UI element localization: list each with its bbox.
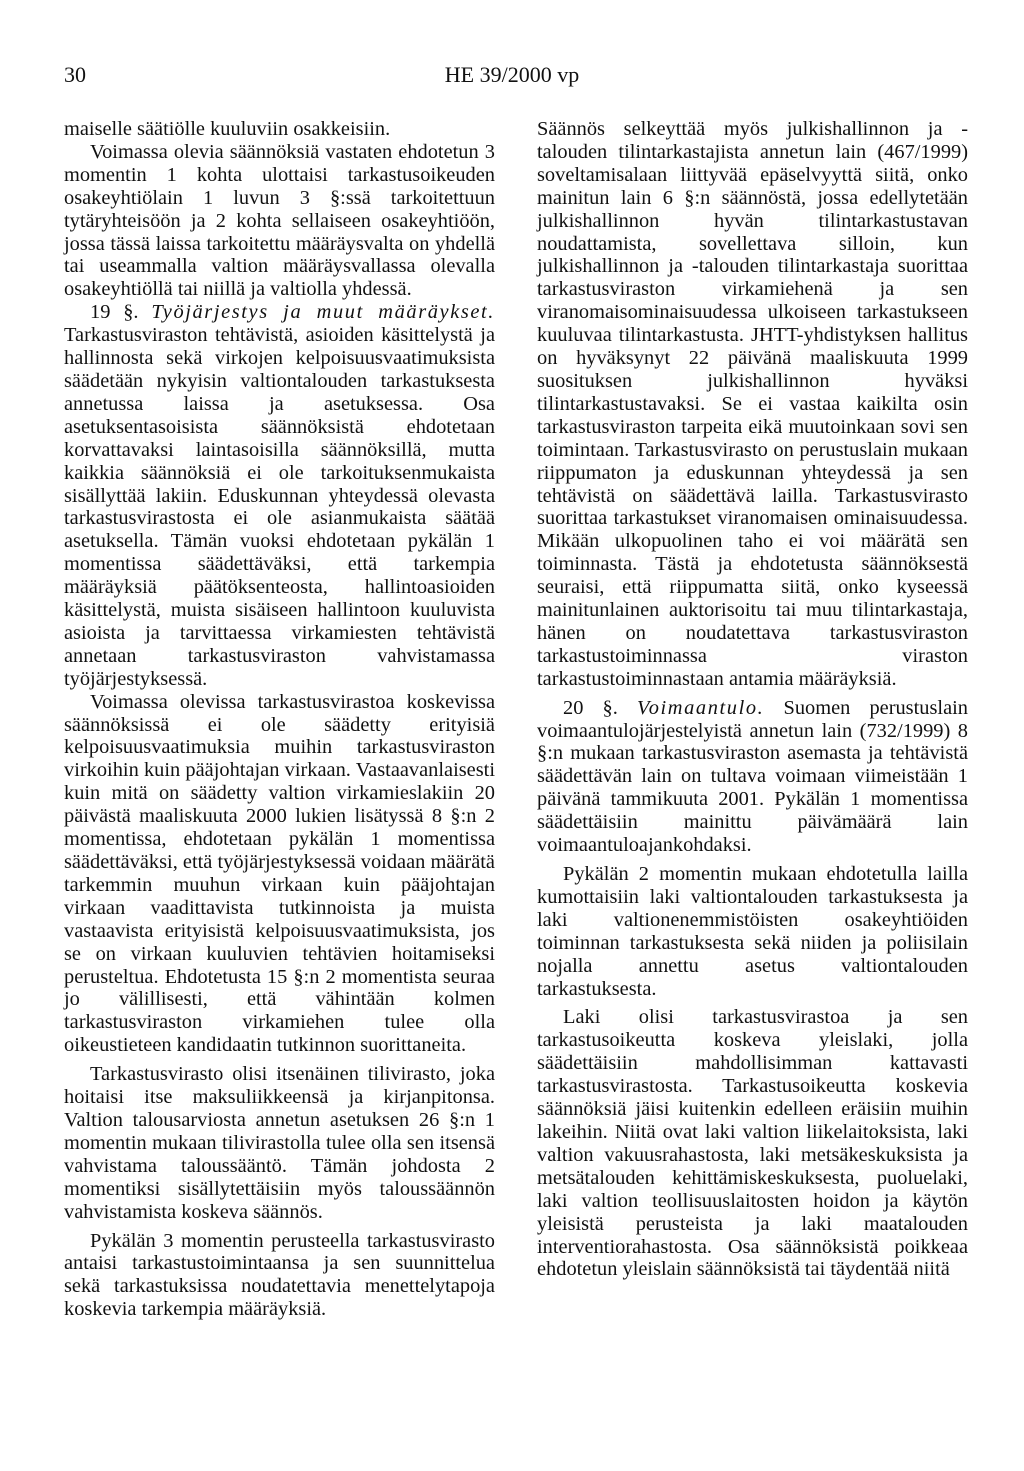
paragraph: Voimassa olevissa tarkastusvirastoa koskevissa säännöksissä ei ole säädetty erityisiä kelpoisuusvaatimuksia muihin tarkastusviraston virkoihin kuin pääjohtajan virkaan. Vastaavanlaisesti kuin mitä on säädetty valtion virkamieslakiin 20 päivästä maaliskuuta 2000 lukien lisätyssä 8 §:n 2 momentissa, ehdotetaan pykälän 1 momentissa säädettäväksi, että työjärjestyksessä voidaan määrätä tarkemmin muuhun virkaan kuin pääjohtajan virkaan vaadittavista tutkinnoista ja muista vastaavista erityisistä kelpoisuusvaatimuksista, jos se on virkaan kuuluvien tehtävien hoitamiseksi perusteltua. Ehdotetusta 15 §:n 2 momentista seuraa jo välillisesti, että vähintään kolmen tarkastusviraston virkamiehen tulee olla oikeustieteen kandidaatin tutkinnon suorittaneita. (64, 690, 495, 1057)
paragraph: Voimassa olevia säännöksiä vastaten ehdotetun 3 momentin 1 kohta ulottaisi tarkastusoikeuden osakeyhtiölain 1 luvun 3 §:ssä tarkoitettuun tytäryhteisöön ja 2 kohta sellaiseen osakeyhtiöön, jossa tässä laissa tarkoitettu määräysvalta on yhdellä tai useammalla valtion määräysvallassa olevalla osakeyhtiöllä tai niillä ja valtiolla yhdessä. (64, 140, 495, 301)
paragraph: maiselle säätiölle kuuluviin osakkeisiin. (64, 118, 391, 140)
section-title: Voimaantulo. (636, 696, 765, 719)
section-number: 19 §. (90, 301, 139, 324)
paragraph: Laki olisi tarkastusvirastoa ja sen tarkastusoikeutta koskeva yleislaki, jolla säädettäisiin mahdollisimman kattavasti tarkastusvirastosta. Tarkastusoikeutta koskevia säännöksiä jäisi kuitenkin edelleen eräisiin muihin lakeihin. Niitä ovat laki valtion liikelaitoksista, laki valtion vakuusrahastosta, laki metsäkeskuksista ja metsätalouden kehittämiskeskuksesta, puoluelaki, laki valtion teollisuuslaitosten hoidon ja käytön yleisistä perusteista ja laki maatalouden interventiorahastosta. Osa säännöksistä poikkeaa ehdotetun yleislain säännöksistä tai täydentää niitä (537, 1006, 968, 1281)
page-number: 30 (64, 62, 86, 87)
paragraph: Säännös selkeyttää myös julkishallinnon ja -talouden tilintarkastajista annetun lain (467/1999) soveltamisalaan liittyvää epäselvyyttä siitä, onko mainitun lain 6 §:n säännöstä, jossa edellytetään julkishallinnon hyvän tilintarkastustavan noudattamista, sovellettava silloin, kun julkishallinnon ja -talouden tilintarkastaja suorittaa tarkastusviraston virkamiehenä ja sen viranomaisominaisuudessa ulkoiseen tarkastukseen kuuluvaa tilintarkastusta. JHTT-yhdistyksen hallitus on hyväksynyt 22 päivänä maaliskuuta 1999 suosituksen julkishallinnon hyväksi tilintarkastustavaksi. Se ei vastaa kaikilta osin tarkastusviraston tarpeita eikä muutoinkaan sovi sen toimintaan. Tarkastusvirasto on perustuslain mukaan riippumaton ja eduskunnan yhteydessä ja sen tehtävistä on säädettävä lailla. Tarkastusvirasto suorittaa tarkastukset viranomaisen ominaisuudessa. Mikään ulkopuolinen taho ei voi määrätä sen toiminnasta. Tästä ja ehdotetusta säännöksestä seuraisi, että riippumatta siitä, onko kyseessä mainitunlainen auktorisoitu tai muu tilintarkastaja, hänen on noudatettava tarkastusviraston tarkastustoiminnassa viraston tarkastustoiminnastaan antamia määräyksiä. (537, 118, 968, 690)
section-paragraph (537, 697, 968, 857)
paragraph: Pykälän 2 momentin mukaan ehdotetulla lailla kumottaisiin laki valtiontalouden tarkastuksesta ja laki valtionenemmistöisten osakeyhtiöiden toiminnan tarkastuksesta sekä niiden ja poliisilain nojalla annettu asetus valtiontalouden tarkastuksesta. (537, 863, 968, 1000)
paragraph: Tarkastusvirasto olisi itsenäinen tilivirasto, joka hoitaisi itse maksuliikkeensä ja kirjanpitonsa. Valtion talousarviosta annetun asetuksen 26 §:n 1 momentin mukaan tilivirastolla tulee olla sen itsensä vahvistama taloussääntö. Tämän johdosta 2 momentiksi sisällytettäisiin myös taloussäännön vahvistamista koskeva säännös. (64, 1063, 495, 1223)
left-column (64, 118, 495, 1321)
section-paragraph (64, 301, 495, 690)
section-title: Työjärjestys ja muut määräykset. (151, 301, 495, 324)
section-number: 20 §. (563, 696, 618, 719)
paragraph-text: Tarkastusviraston tehtävistä, asioiden käsittelystä ja hallinnosta sekä virkojen kelpoisuusvaatimuksista säädetään nykyisin valtiontalouden tarkastuksesta annetussa laissa ja asetuksessa. Osa asetuksentasoisista säännöksistä ehdotetaan korvattavaksi laintasoisilla säännöksillä, mutta kaikkia säännöksiä ei ole tarkoituksenmukaista sisällyttää lakiin. Eduskunnan yhteydessä olevasta tarkastusvirastosta ei ole asianmukaista säätää asetuksella. Tämän vuoksi ehdotetaan pykälän 1 momentissa säädettäväksi, että tarkempia määräyksiä päätöksenteosta, hallintoasioiden käsittelystä, muista sisäiseen hallintoon kuuluvista asioista ja tarvittaessa virkamiesten tehtävistä annetaan tarkastusviraston vahvistamassa työjärjestyksessä. (64, 324, 495, 690)
paragraph: Pykälän 3 momentin perusteella tarkastusvirasto antaisi tarkastustoimintaansa ja sen suunnittelua sekä tarkastuksissa noudatettavia menettelytapoja koskevia tarkempia määräyksiä. (64, 1229, 495, 1321)
right-column (537, 118, 968, 1281)
document-id: HE 39/2000 vp (444, 62, 580, 87)
paragraph-text: Suomen perustuslain voimaantulojärjestelyistä annetun lain (732/1999) 8 §:n mukaan tarkastusviraston asemasta ja tehtävistä säädettävän lain on tultava voimaan viimeistään 1 päivänä tammikuuta 2001. Pykälän 1 momentissa säädettäisiin mainittu päivämäärä lain voimaantuloajankohdaksi. (537, 696, 968, 857)
